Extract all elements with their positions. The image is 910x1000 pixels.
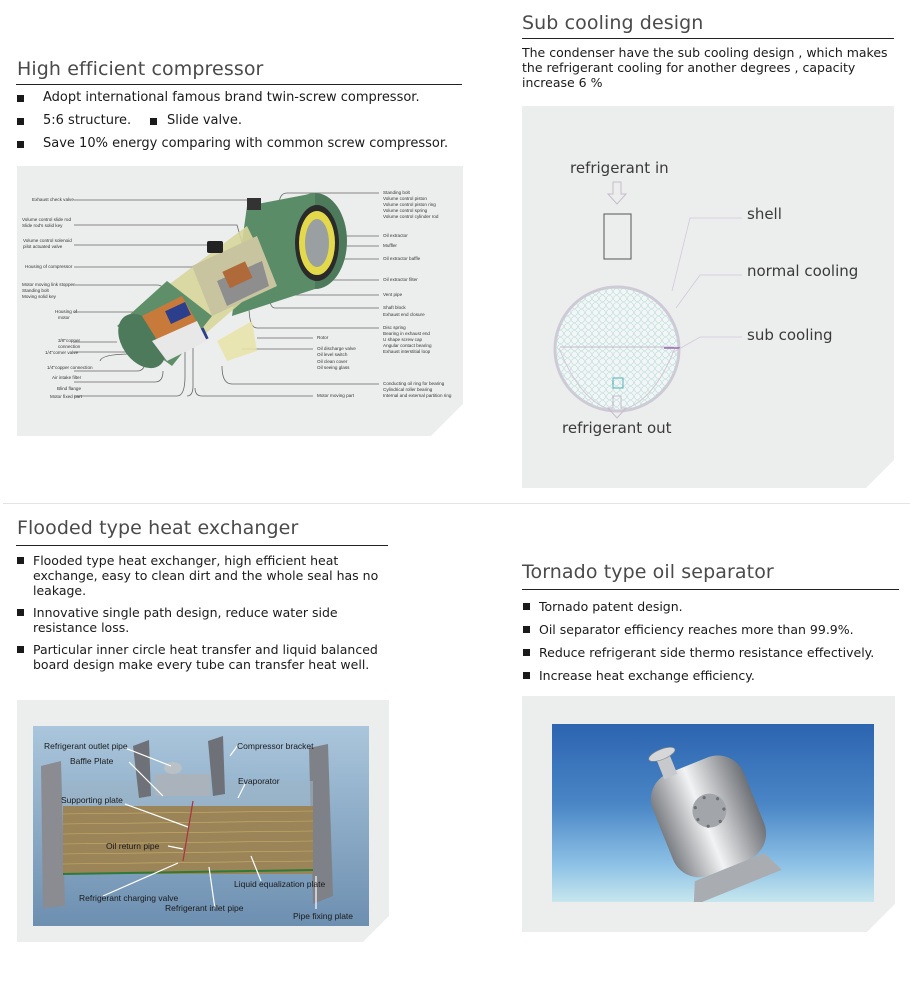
part-label: Volume control spring bbox=[383, 208, 428, 213]
part-label: Compressor bracket bbox=[237, 741, 314, 751]
part-label: Disc spring bbox=[383, 325, 406, 330]
separator-bullets bbox=[523, 599, 903, 691]
part-label: Housing of compressor bbox=[25, 264, 73, 269]
flooded-bullet: Particular inner circle heat transfer and liquid balanced board design make every tube can transfer heat well. bbox=[17, 642, 387, 672]
flooded-title-rule bbox=[16, 545, 388, 546]
bullet-square-icon bbox=[523, 603, 530, 610]
part-label: 3/8"copper bbox=[58, 338, 81, 343]
part-label: Evaporator bbox=[238, 776, 280, 786]
oil-separator-illustration bbox=[552, 724, 874, 902]
part-label: Oil level switch bbox=[317, 352, 348, 357]
part-label: Oil extractor filter bbox=[383, 277, 418, 282]
flooded-figure bbox=[33, 726, 369, 926]
part-label: Muffler bbox=[383, 243, 397, 248]
part-label: Pipe fixing plate bbox=[293, 911, 354, 921]
flooded-bullet: Innovative single path design, reduce water side resistance loss. bbox=[17, 605, 387, 635]
bullet-square-icon bbox=[17, 141, 24, 148]
part-label: pilot actuated valve bbox=[23, 244, 63, 249]
part-label: U shape screw cap bbox=[383, 337, 423, 342]
part-label: Vent pipe bbox=[383, 292, 403, 297]
label-normal-cooling: normal cooling bbox=[747, 262, 859, 280]
part-label: Volume control solenoid bbox=[23, 238, 72, 243]
bullet-square-icon bbox=[17, 646, 24, 653]
flooded-bullets bbox=[17, 553, 387, 679]
part-label: Oil clean cover bbox=[317, 359, 348, 364]
part-label: motor bbox=[58, 315, 70, 320]
separator-bullet: Reduce refrigerant side thermo resistance effectively. bbox=[523, 645, 903, 660]
compressor-title-rule bbox=[16, 84, 462, 85]
part-label: Internal and external partition ring bbox=[383, 393, 452, 398]
part-label: Refrigerant outlet pipe bbox=[44, 741, 128, 751]
part-label: Volume control cylinder rod bbox=[383, 214, 439, 219]
subcooling-figure bbox=[522, 106, 894, 488]
part-label: Blind flange bbox=[57, 386, 82, 391]
bullet-square-icon bbox=[523, 626, 530, 633]
part-label: Rotor bbox=[317, 335, 329, 340]
part-label: Oil extractor bbox=[383, 233, 408, 238]
bullet-square-icon bbox=[17, 95, 24, 102]
flooded-title: Flooded type heat exchanger bbox=[17, 517, 299, 539]
section-divider bbox=[3, 503, 910, 504]
part-label: Exhaust end closure bbox=[383, 312, 425, 317]
subcooling-description: The condenser have the sub cooling design , which makes the refrigerant cooling for another degrees , capacity increase 6 % bbox=[522, 45, 888, 90]
bullet-square-icon bbox=[17, 609, 24, 616]
compressor-title: High efficient compressor bbox=[17, 58, 264, 80]
part-label: Liquid equalization plate bbox=[234, 879, 326, 889]
part-label: Oil seeing glass bbox=[317, 365, 350, 370]
part-label: Standing bolt bbox=[22, 288, 49, 293]
separator-title-rule bbox=[522, 589, 899, 590]
part-label: Air intake filter bbox=[52, 375, 82, 380]
part-label: Refrigerant charging valve bbox=[79, 893, 179, 903]
bullet-square-icon bbox=[523, 649, 530, 656]
separator-title: Tornado type oil separator bbox=[522, 561, 774, 583]
label-sub-cooling: sub cooling bbox=[747, 326, 833, 344]
part-label: Standing bolt bbox=[383, 190, 410, 195]
bullet-square-icon bbox=[523, 672, 530, 679]
part-label: Exhaust check valve bbox=[32, 197, 74, 202]
part-label: Housing of bbox=[55, 309, 77, 314]
label-refrigerant-out: refrigerant out bbox=[562, 419, 672, 437]
part-label: Motor moving link stopper bbox=[22, 282, 75, 287]
part-label: Refrigerant inlet pipe bbox=[165, 903, 244, 913]
separator-bullet: Increase heat exchange efficiency. bbox=[523, 668, 903, 683]
flooded-figure-panel bbox=[17, 700, 389, 942]
bullet-square-icon bbox=[17, 557, 24, 564]
part-label: Volume control piston bbox=[383, 196, 427, 201]
part-label: Baffle Plate bbox=[70, 756, 114, 766]
part-label: 1/4"copper connection bbox=[47, 365, 93, 370]
part-label: Motor moving part bbox=[317, 393, 355, 398]
part-label: Volume control slide rod bbox=[22, 217, 72, 222]
separator-bullet: Oil separator efficiency reaches more than 99.9%. bbox=[523, 622, 903, 637]
part-label: Oil return pipe bbox=[106, 841, 160, 851]
subcooling-title: Sub cooling design bbox=[522, 12, 704, 34]
part-label: Moving solid key bbox=[22, 294, 56, 299]
separator-figure-panel bbox=[522, 696, 895, 932]
separator-bullet: Tornado patent design. bbox=[523, 599, 903, 614]
separator-figure bbox=[552, 724, 874, 902]
part-label: Oil discharge valve bbox=[317, 346, 356, 351]
part-label: Conducting oil ring for bearing bbox=[383, 381, 445, 386]
label-refrigerant-in: refrigerant in bbox=[570, 159, 669, 177]
part-label: connection bbox=[58, 344, 81, 349]
part-label: Angular contact bearing bbox=[383, 343, 432, 348]
subcooling-title-rule bbox=[522, 38, 894, 39]
part-label: Oil extractor baffle bbox=[383, 256, 421, 261]
part-label: Shaft block bbox=[383, 305, 406, 310]
label-shell: shell bbox=[747, 205, 782, 223]
bullet-square-icon bbox=[17, 118, 24, 125]
compressor-figure bbox=[17, 166, 463, 436]
part-label: Supporting plate bbox=[61, 795, 123, 805]
part-label: Cylindrical roller bearing bbox=[383, 387, 433, 392]
flooded-bullet: Flooded type heat exchanger, high efficient heat exchange, easy to clean dirt and the whole seal has no leakage. bbox=[17, 553, 387, 598]
part-label: Exhaust interstitial loop bbox=[383, 349, 431, 354]
bullet-square-icon bbox=[150, 118, 157, 125]
part-label: Slide rod's solid key bbox=[22, 223, 63, 228]
part-label: Motor fixed part bbox=[50, 394, 82, 399]
part-label: 1/4"corner valve bbox=[45, 350, 79, 355]
part-label: Bearing in exhaust end bbox=[383, 331, 430, 336]
part-label: Volume control piston ring bbox=[383, 202, 436, 207]
